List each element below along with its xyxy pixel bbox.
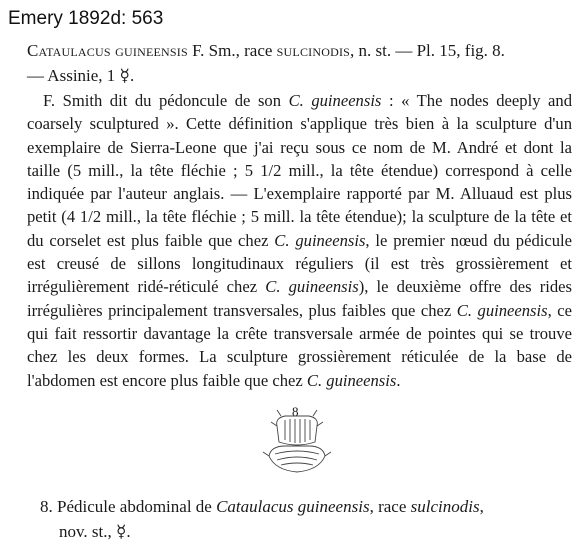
body-text: F. Smith dit du pédoncule de son (43, 91, 289, 110)
species-ref: C. guineensis (274, 230, 366, 250)
description-paragraph (27, 89, 572, 392)
species-heading (27, 38, 577, 88)
caption-text: , race (369, 497, 411, 516)
taxon-author: F. Sm., race (192, 41, 273, 60)
body-text: : « The nodes deeply and coarsely sculptured ». Cette définition s'applique très bien à la sculpture d'un exemplaire de Sierra-Leone que j'ai reçu sous ce nom de M. André et dont la taille (5 mill., la tête fléchie ; 5 1/2 mill., la tête étendue) correspond à celle indiquée par l'auteur anglais. — L'exemplaire rapporté par M. Alluaud est plus petit (4 1/2 mill., la tête fléchie ; 5 mill. la tête étendue); la sculpture de la tête et du corselet est plus faible que chez (27, 91, 572, 250)
body-text: , le premier nœud du pédicule est creusé de sillons longitudinaux réguliers (il est très grossièrement et irrégulièrement ridé-réticulé chez (27, 230, 572, 297)
locality-line: — Assinie, 1 ☿. (27, 66, 135, 85)
caption-line2: nov. st., ☿. (59, 522, 131, 541)
body-text: . (396, 370, 401, 390)
caption-number: 8. (40, 497, 53, 516)
caption-text: , (479, 497, 484, 516)
figure-number: 8 (292, 404, 299, 419)
caption-text: Pédicule abdominal de (52, 497, 217, 516)
citation-tag: Emery 1892d: 563 (8, 8, 164, 29)
species-ref: C. guineensis (288, 91, 382, 110)
pedicel-figure (255, 404, 339, 484)
taxon-name: Cataulacus guineensis (27, 41, 188, 60)
species-ref: C. guineensis (456, 300, 548, 320)
body-text: , ce qui fait ressortir davantage la crête transversale armée de pointes qui se trouve chez les deux formes. La sculpture grossièrement réticulée de la base de l'abdomen est encore plus faible que chez (27, 300, 572, 390)
taxon-status: , n. st. — Pl. 15, fig. 8. (350, 41, 505, 60)
caption-taxon: Cataulacus guineensis (216, 497, 370, 516)
body-text: ), le deuxième offre des rides irrégulières principalement transversales, plus faibles que chez (27, 277, 572, 320)
figure-caption (40, 494, 575, 544)
caption-race: sulcinodis (410, 497, 480, 516)
species-ref: C. guineensis (306, 370, 397, 390)
pedicel-drawing-icon (255, 404, 339, 484)
race-name: sulcinodis (276, 41, 351, 60)
species-ref: C. guineensis (265, 277, 359, 297)
